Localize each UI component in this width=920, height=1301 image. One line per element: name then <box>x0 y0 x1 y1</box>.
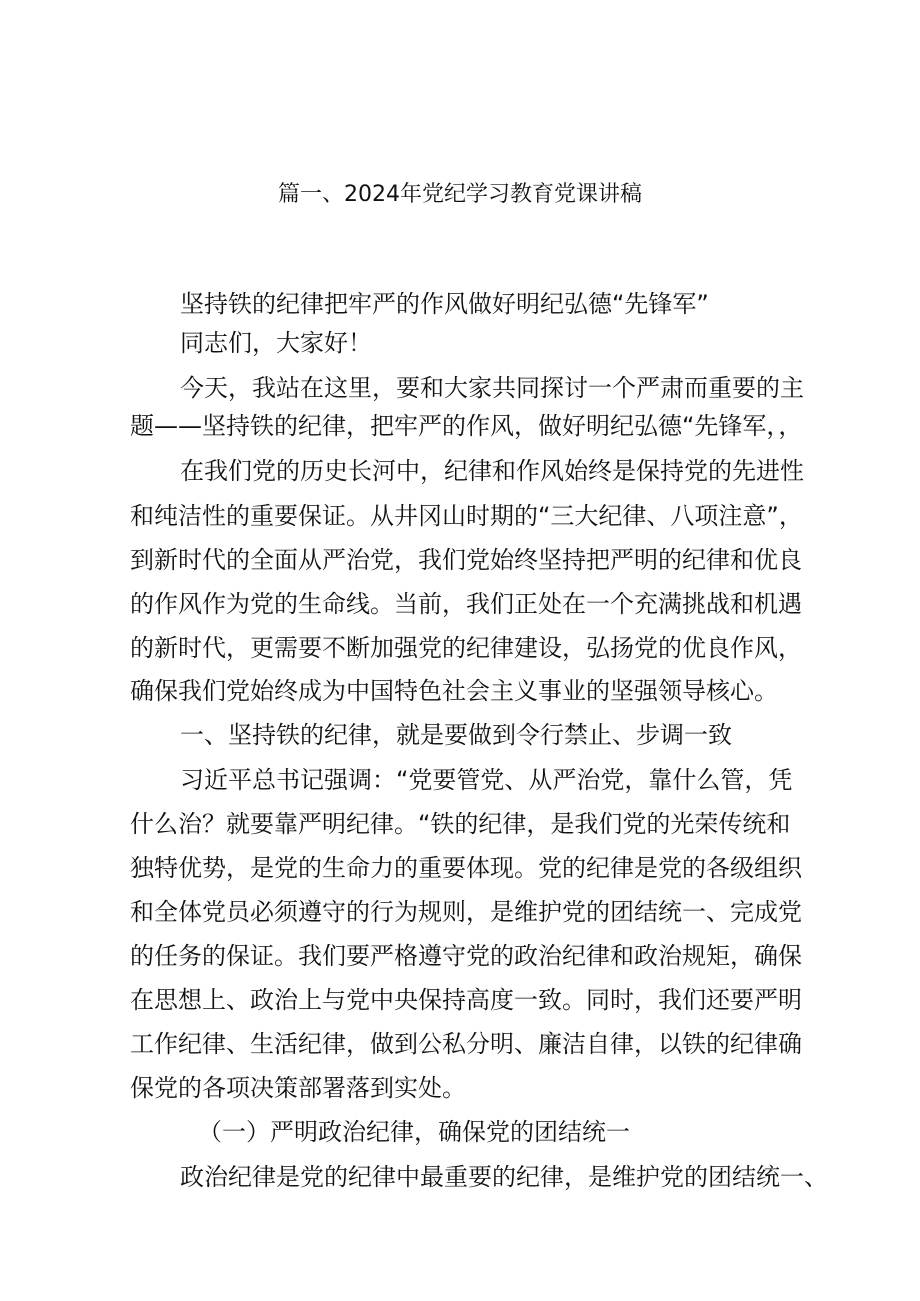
paragraph-line: 题——坚持铁的纪律，把牢严的作风，做好明纪弘德“先锋军，， <box>130 412 803 440</box>
paragraph-line: 在我们党的历史长河中，纪律和作风始终是保持党的先进性 <box>180 457 804 485</box>
paragraph-line: 工作纪律、生活纪律，做到公私分明、廉洁自律，以铁的纪律确 <box>130 1030 802 1058</box>
paragraph-line: 的作风作为党的生命线。当前，我们正处在一个充满挑战和机遇 <box>130 590 802 618</box>
paragraph-line: 独特优势，是党的生命力的重要体现。党的纪律是党的各级组织 <box>130 854 802 882</box>
paragraph-line: 今天，我站在这里，要和大家共同探讨一个严肃而重要的主 <box>180 374 804 402</box>
paragraph-line: 确保我们党始终成为中国特色社会主义事业的坚强领导核心。 <box>130 677 778 705</box>
paragraph-line: 到新时代的全面从严治党，我们党始终坚持把严明的纪律和优良 <box>130 546 802 574</box>
paragraph-line: 保党的各项决策部署落到实处。 <box>130 1074 466 1102</box>
document-title: 篇一、2024年党纪学习教育党课讲稿 <box>278 182 642 207</box>
paragraph-line: 的新时代，更需要不断加强党的纪律建设，弘扬党的优良作风， <box>130 634 802 662</box>
subsection-heading: （一）严明政治纪律，确保党的团结统一 <box>198 1118 630 1146</box>
greeting-line: 同志们，大家好！ <box>180 329 372 357</box>
paragraph-line: 和纯洁性的重要保证。从井冈山时期的“三大纪律、八项注意”， <box>130 502 803 530</box>
speech-title-line: 坚持铁的纪律把牢严的作风做好明纪弘德“先锋军” <box>180 290 709 318</box>
paragraph-line: 习近平总书记强调：“党要管党、从严治党，靠什么管，凭 <box>180 766 793 794</box>
paragraph-line: 和全体党员必须遵守的行为规则，是维护党的团结统一、完成党 <box>130 898 802 926</box>
paragraph-line: 政治纪律是党的纪律中最重要的纪律，是维护党的团结统一、 <box>180 1163 828 1191</box>
paragraph-line: 的任务的保证。我们要严格遵守党的政治纪律和政治规矩，确保 <box>130 942 802 970</box>
paragraph-line: 在思想上、政治上与党中央保持高度一致。同时，我们还要严明 <box>130 986 802 1014</box>
section-heading: 一、坚持铁的纪律，就是要做到令行禁止、步调一致 <box>180 721 732 749</box>
paragraph-line: 什么治？就要靠严明纪律。“铁的纪律，是我们党的光荣传统和 <box>130 810 791 838</box>
